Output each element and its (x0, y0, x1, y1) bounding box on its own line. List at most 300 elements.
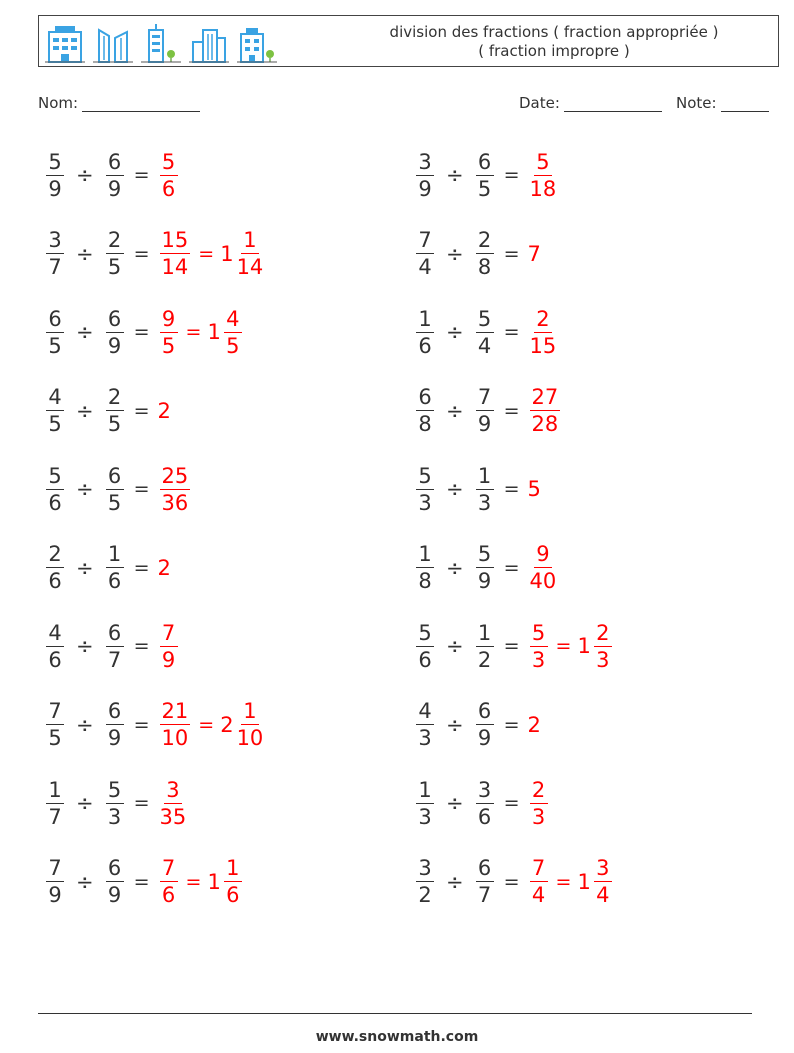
numerator: 15 (161, 228, 189, 252)
denominator: 3 (107, 804, 122, 829)
equals-sign: = (503, 242, 520, 265)
denominator: 5 (107, 255, 122, 279)
office-building-icon (189, 24, 229, 64)
denominator: 5 (48, 412, 62, 436)
numerator: 1 (416, 542, 434, 568)
numerator: 2 (476, 228, 494, 254)
numerator: 21 (161, 699, 189, 723)
denominator: 9 (107, 176, 122, 201)
numerator: 5 (46, 150, 64, 176)
divide-sign: ÷ (76, 791, 94, 815)
divide-sign: ÷ (446, 712, 464, 737)
answer (528, 542, 559, 593)
fraction (530, 778, 548, 829)
equals-sign: = (133, 713, 150, 736)
answer (158, 399, 172, 423)
grade-blank[interactable] (721, 95, 769, 112)
numerator: 7 (46, 856, 64, 882)
divide-sign: ÷ (76, 634, 94, 658)
equals-sign: = (555, 635, 572, 657)
numerator: 6 (106, 464, 124, 490)
denominator: 7 (48, 255, 62, 279)
equals-sign: = (133, 164, 150, 186)
building-icon (45, 24, 85, 64)
mixed-whole: 1 (207, 320, 221, 344)
fraction (530, 856, 548, 907)
fraction (46, 385, 64, 436)
numerator: 6 (106, 621, 124, 647)
answer (528, 307, 559, 358)
answer (158, 778, 189, 829)
fraction (160, 307, 178, 358)
fraction (476, 228, 494, 279)
fraction (46, 699, 64, 750)
numerator: 6 (106, 307, 124, 333)
fraction (416, 307, 434, 358)
date-blank[interactable] (564, 95, 662, 112)
answer (528, 242, 542, 266)
numerator: 7 (160, 856, 178, 882)
fraction (46, 621, 64, 672)
problem-row (414, 140, 558, 210)
numerator: 5 (530, 621, 548, 647)
worksheet-title (344, 23, 764, 61)
fraction (476, 385, 494, 436)
denominator: 6 (226, 883, 240, 907)
fraction (106, 385, 124, 436)
equals-sign: = (503, 635, 520, 657)
numerator: 3 (416, 150, 434, 176)
denominator: 10 (161, 726, 189, 750)
numerator: 7 (476, 385, 494, 411)
problem-row (44, 219, 265, 289)
fraction (160, 228, 191, 279)
numerator: 3 (476, 778, 494, 804)
denominator: 5 (161, 333, 176, 358)
divide-sign: ÷ (446, 634, 464, 658)
equals-sign: = (503, 870, 520, 893)
name-label: Nom: (38, 94, 79, 112)
denominator: 35 (159, 804, 187, 829)
answer (158, 150, 180, 201)
problem-row (44, 454, 192, 524)
fraction (530, 307, 557, 358)
denominator: 5 (48, 726, 62, 750)
divide-sign: ÷ (446, 163, 464, 187)
answer (528, 778, 550, 829)
denominator: 18 (529, 176, 557, 201)
fraction (416, 621, 434, 672)
denominator: 9 (477, 412, 492, 436)
answer (528, 150, 559, 201)
date-field[interactable] (519, 94, 662, 112)
numerator: 4 (46, 385, 64, 411)
fraction (416, 228, 434, 279)
fraction (106, 542, 124, 593)
denominator: 6 (161, 176, 176, 201)
equals-sign: = (133, 478, 150, 500)
equals-sign: = (133, 635, 150, 657)
numerator: 1 (476, 621, 494, 647)
answer (158, 856, 244, 907)
divide-sign: ÷ (76, 555, 94, 580)
problem-row (44, 847, 244, 917)
problem-row (44, 611, 180, 681)
fraction (46, 307, 64, 358)
equals-sign: = (133, 792, 150, 814)
denominator: 2 (477, 647, 492, 672)
date-label: Date: (519, 94, 560, 112)
denominator: 4 (531, 883, 546, 907)
denominator: 7 (477, 883, 492, 907)
numerator: 2 (106, 228, 124, 254)
answer (528, 856, 614, 907)
equals-sign: = (503, 478, 520, 500)
equals-sign: = (503, 399, 520, 422)
answer-whole: 2 (527, 712, 541, 737)
fraction (106, 228, 124, 279)
fraction (530, 621, 548, 672)
fraction (237, 228, 264, 279)
fraction (46, 150, 64, 201)
numerator: 1 (46, 778, 64, 804)
numerator: 2 (530, 778, 548, 804)
denominator: 6 (48, 569, 62, 593)
numerator: 6 (106, 856, 124, 882)
problem-row (414, 376, 562, 446)
denominator: 9 (107, 333, 122, 358)
equals-sign: = (503, 792, 520, 814)
divide-sign: ÷ (76, 869, 94, 894)
fraction (416, 385, 434, 436)
building-with-tree-icon (237, 24, 277, 64)
equals-sign: = (133, 399, 150, 422)
denominator: 3 (531, 647, 546, 672)
fraction (476, 621, 494, 672)
problem-row (414, 690, 542, 760)
fraction (416, 699, 434, 750)
worksheet-header (38, 15, 779, 67)
numerator: 3 (416, 856, 434, 882)
answer (158, 464, 193, 515)
footer-url: www.snowmath.com (315, 1029, 479, 1045)
denominator: 3 (596, 647, 610, 672)
name-field[interactable] (38, 94, 200, 112)
answer-whole: 5 (527, 477, 541, 501)
fraction (160, 778, 187, 829)
denominator: 5 (226, 333, 240, 358)
fraction (160, 699, 191, 750)
denominator: 3 (418, 726, 432, 750)
numerator: 2 (534, 307, 552, 333)
numerator: 1 (476, 464, 494, 490)
equals-sign: = (503, 321, 520, 343)
denominator: 3 (477, 490, 492, 515)
denominator: 10 (236, 726, 264, 750)
equals-sign: = (503, 164, 520, 186)
denominator: 6 (418, 333, 432, 358)
fraction (160, 150, 178, 201)
answer (158, 699, 266, 750)
fraction (594, 856, 612, 907)
problem-row (414, 219, 542, 289)
denominator: 6 (161, 883, 176, 907)
problem-row (44, 140, 180, 210)
grade-label: Note: (676, 94, 717, 112)
denominator: 9 (48, 176, 62, 201)
problem-row (414, 533, 558, 603)
fraction (160, 464, 191, 515)
fraction (237, 699, 264, 750)
problem-row (414, 611, 614, 681)
denominator: 5 (107, 412, 122, 436)
fraction (160, 856, 178, 907)
numerator: 1 (224, 856, 242, 882)
fraction (106, 150, 124, 201)
numerator: 7 (160, 621, 178, 647)
divide-sign: ÷ (76, 163, 94, 187)
numerator: 6 (106, 699, 124, 725)
numerator: 4 (46, 621, 64, 647)
fraction (106, 307, 124, 358)
numerator: 25 (161, 463, 189, 488)
problem-row (44, 533, 172, 603)
numerator: 5 (476, 307, 494, 333)
footer-divider (38, 1013, 752, 1014)
equals-sign: = (133, 870, 150, 893)
numerator: 6 (476, 150, 494, 176)
fraction (106, 464, 124, 515)
denominator: 28 (531, 412, 559, 436)
name-blank[interactable] (82, 95, 200, 112)
numerator: 9 (160, 307, 178, 333)
fraction (476, 778, 494, 829)
denominator: 9 (48, 883, 62, 907)
numerator: 1 (416, 778, 434, 804)
mixed-whole: 1 (220, 241, 234, 266)
fraction (106, 621, 124, 672)
equals-sign: = (133, 321, 150, 343)
answer-whole: 2 (157, 398, 171, 423)
numerator: 1 (241, 228, 259, 254)
denominator: 6 (107, 569, 122, 593)
denominator: 3 (418, 490, 432, 515)
numerator: 3 (164, 778, 182, 804)
divide-sign: ÷ (446, 320, 464, 344)
fraction (106, 699, 124, 750)
denominator: 9 (107, 726, 122, 750)
equals-sign: = (503, 713, 520, 736)
fraction (46, 778, 64, 829)
problem-row (414, 297, 558, 367)
problem-row (414, 768, 550, 838)
fraction (224, 856, 242, 907)
numerator: 3 (594, 856, 612, 882)
denominator: 15 (529, 333, 557, 358)
equals-sign: = (555, 870, 572, 893)
denominator: 5 (48, 333, 62, 358)
denominator: 8 (418, 569, 432, 593)
divide-sign: ÷ (446, 555, 464, 580)
answer (158, 556, 172, 580)
fraction (476, 699, 494, 750)
numerator: 2 (46, 542, 64, 568)
divide-sign: ÷ (446, 869, 464, 894)
numerator: 5 (416, 464, 434, 490)
numerator: 6 (106, 150, 124, 176)
numerator: 1 (241, 699, 259, 725)
fraction (46, 464, 64, 515)
fraction (476, 856, 494, 907)
divide-sign: ÷ (446, 477, 464, 501)
fraction (530, 150, 557, 201)
equals-sign: = (198, 713, 215, 736)
numerator: 5 (416, 621, 434, 647)
title-line-2: ( fraction impropre ) (478, 42, 630, 60)
denominator: 9 (477, 726, 492, 750)
denominator: 4 (418, 255, 432, 279)
mixed-whole: 1 (577, 634, 591, 658)
fraction (476, 307, 494, 358)
divide-sign: ÷ (76, 241, 94, 266)
denominator: 40 (529, 569, 557, 593)
numerator: 5 (46, 464, 64, 490)
fraction (530, 542, 557, 593)
answer (528, 385, 563, 436)
numerator: 1 (106, 542, 124, 568)
denominator: 6 (48, 647, 62, 672)
answer (528, 477, 542, 501)
answer-whole: 2 (157, 555, 171, 580)
numerator: 3 (46, 228, 64, 254)
fraction (106, 778, 124, 829)
fraction (416, 778, 434, 829)
numerator: 7 (46, 699, 64, 725)
equals-sign: = (503, 556, 520, 579)
fraction (46, 856, 64, 907)
numerator: 27 (531, 385, 559, 409)
divide-sign: ÷ (446, 398, 464, 423)
numerator: 6 (416, 385, 434, 411)
numerator: 4 (224, 307, 242, 333)
skyscraper-icon (93, 24, 133, 64)
fraction (530, 385, 561, 436)
denominator: 8 (477, 255, 492, 279)
fraction (224, 307, 242, 358)
problem-row (44, 690, 265, 760)
denominator: 7 (48, 804, 62, 829)
equals-sign: = (133, 556, 150, 579)
denominator: 6 (48, 490, 62, 515)
equals-sign: = (185, 870, 202, 893)
numerator: 5 (534, 150, 552, 176)
fraction (416, 542, 434, 593)
denominator: 9 (418, 176, 432, 201)
denominator: 8 (418, 412, 432, 436)
numerator: 6 (46, 307, 64, 333)
answer (158, 621, 180, 672)
denominator: 3 (418, 804, 432, 829)
equals-sign: = (185, 321, 202, 343)
denominator: 4 (596, 883, 610, 907)
denominator: 36 (161, 490, 189, 515)
denominator: 5 (477, 176, 492, 201)
numerator: 9 (534, 542, 552, 568)
grade-field[interactable] (676, 94, 769, 112)
answer (528, 713, 542, 737)
denominator: 9 (161, 647, 176, 672)
fraction (416, 150, 434, 201)
divide-sign: ÷ (446, 241, 464, 266)
numerator: 6 (476, 856, 494, 882)
problem-row (414, 454, 542, 524)
denominator: 3 (531, 804, 546, 829)
fraction (416, 856, 434, 907)
denominator: 14 (161, 255, 189, 279)
numerator: 5 (106, 778, 124, 804)
fraction (476, 464, 494, 515)
denominator: 6 (418, 647, 432, 672)
problem-row (44, 768, 188, 838)
numerator: 5 (160, 150, 178, 176)
denominator: 5 (107, 490, 122, 515)
denominator: 14 (236, 255, 264, 279)
fraction (106, 856, 124, 907)
mixed-whole: 1 (577, 869, 591, 894)
fraction (594, 621, 612, 672)
title-line-1: division des fractions ( fraction appropriée ) (389, 23, 719, 41)
answer-whole: 7 (527, 241, 541, 266)
numerator: 6 (476, 699, 494, 725)
equals-sign: = (198, 242, 215, 265)
problem-row (414, 847, 614, 917)
divide-sign: ÷ (76, 477, 94, 501)
equals-sign: = (133, 242, 150, 265)
denominator: 7 (107, 647, 122, 672)
numerator: 7 (416, 228, 434, 254)
fraction (476, 150, 494, 201)
denominator: 6 (477, 804, 492, 829)
header-icons (45, 20, 277, 64)
denominator: 4 (477, 333, 492, 358)
divide-sign: ÷ (76, 712, 94, 737)
fraction (46, 228, 64, 279)
divide-sign: ÷ (446, 791, 464, 815)
fraction (416, 464, 434, 515)
divide-sign: ÷ (76, 320, 94, 344)
denominator: 9 (107, 883, 122, 907)
denominator: 2 (418, 883, 432, 907)
problem-row (44, 297, 244, 367)
numerator: 2 (594, 621, 612, 647)
divide-sign: ÷ (76, 398, 94, 423)
answer (528, 621, 614, 672)
fraction (476, 542, 494, 593)
numerator: 7 (530, 856, 548, 882)
fraction (46, 542, 64, 593)
answer (158, 307, 244, 358)
tower-with-tree-icon (141, 24, 181, 64)
numerator: 5 (476, 542, 494, 568)
mixed-whole: 1 (207, 869, 221, 894)
numerator: 1 (416, 307, 434, 333)
answer (158, 228, 266, 279)
problem-row (44, 376, 172, 446)
fraction (160, 621, 178, 672)
numerator: 2 (106, 385, 124, 411)
mixed-whole: 2 (220, 712, 234, 737)
numerator: 4 (416, 699, 434, 725)
